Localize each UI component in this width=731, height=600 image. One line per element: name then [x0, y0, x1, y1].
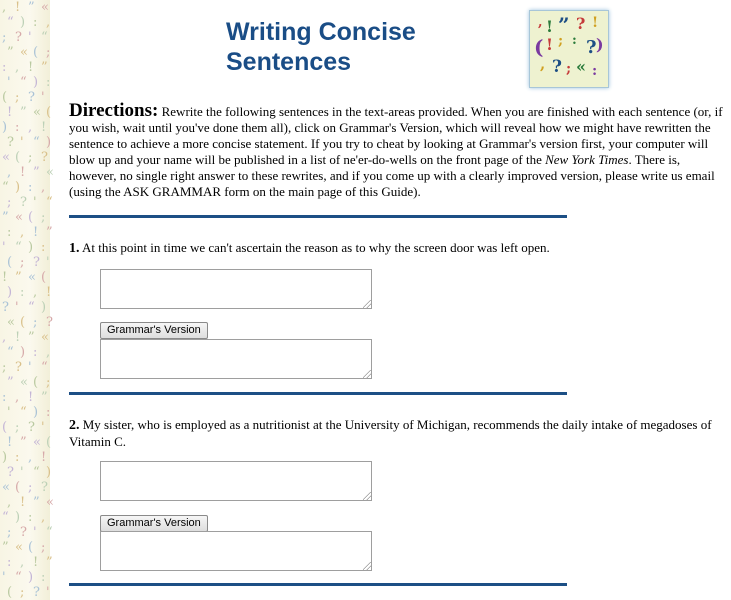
punctuation-pattern-glyph: !: [41, 450, 47, 465]
punctuation-pattern-glyph: ?: [28, 420, 35, 435]
punctuation-pattern-glyph: “: [7, 345, 14, 360]
punctuation-pattern-glyph: ;: [7, 525, 12, 540]
question-sentence: At this point in time we can't ascertain the reason as to why the screen door was left open.: [79, 240, 550, 255]
punctuation-pattern-glyph: (: [46, 435, 52, 450]
punctuation-pattern-glyph: (: [28, 210, 34, 225]
punctuation-pattern-glyph: ?: [2, 300, 9, 315]
punctuation-pattern-glyph: ,: [28, 450, 33, 465]
punctuation-pattern-glyph: ': [28, 360, 32, 375]
punctuation-pattern-glyph: :: [33, 15, 38, 30]
question-1: [69, 240, 731, 257]
punctuation-pattern-glyph: :: [46, 75, 51, 90]
punctuation-pattern-glyph: (: [7, 585, 13, 600]
punctuation-pattern-glyph: ': [33, 195, 37, 210]
punctuation-pattern-glyph: ): [46, 465, 52, 480]
punctuation-pattern-glyph: ,: [2, 0, 7, 15]
punctuation-pattern-glyph: ): [46, 135, 52, 150]
punctuation-pattern-glyph: ': [7, 75, 11, 90]
punctuation-pattern-glyph: !: [33, 225, 39, 240]
punctuation-pattern-glyph: (: [46, 105, 52, 120]
punctuation-pattern-glyph: ,: [15, 60, 20, 75]
punctuation-pattern-glyph: ;: [2, 360, 7, 375]
punctuation-pattern-glyph: ;: [7, 195, 12, 210]
punctuation-pattern-glyph: ': [20, 135, 24, 150]
punctuation-pattern-glyph: ': [2, 570, 6, 585]
punctuation-pattern-glyph: «: [46, 165, 54, 180]
punctuation-pattern-glyph: ): [28, 240, 34, 255]
punctuation-pattern-glyph: (: [33, 375, 39, 390]
punctuation-pattern-glyph: !: [7, 105, 13, 120]
punctuation-pattern-glyph: ,: [28, 120, 33, 135]
resize-grip-icon[interactable]: [363, 300, 371, 308]
punctuation-pattern-glyph: ,: [46, 15, 51, 30]
punctuation-pattern-glyph: :: [41, 240, 46, 255]
punctuation-pattern-glyph: ): [7, 285, 13, 300]
punctuation-pattern-glyph: ”: [20, 435, 27, 450]
punctuation-pattern-glyph: ,: [33, 285, 38, 300]
punctuation-pattern-glyph: ”: [28, 0, 35, 15]
punctuation-pattern-glyph: ): [28, 570, 34, 585]
punctuation-pattern-glyph: :: [41, 570, 46, 585]
punctuation-pattern-glyph: ): [33, 405, 39, 420]
punctuation-pattern-glyph: ”: [46, 555, 53, 570]
punctuation-pattern-glyph: ;: [33, 315, 38, 330]
punctuation-pattern-glyph: ;: [28, 480, 33, 495]
punctuation-pattern-glyph: (: [28, 540, 34, 555]
punctuation-pattern-glyph: ;: [15, 90, 20, 105]
resize-grip-icon[interactable]: [363, 492, 371, 500]
punctuation-pattern-glyph: :: [28, 180, 33, 195]
punctuation-pattern-glyph: ”: [15, 270, 22, 285]
punctuation-pattern-glyph: :: [28, 510, 33, 525]
punctuation-pattern-glyph: ): [33, 75, 39, 90]
punctuation-pattern-glyph: (: [41, 270, 47, 285]
punctuation-pattern-glyph: ': [46, 585, 50, 600]
punctuation-pattern-glyph: ): [41, 300, 47, 315]
resize-grip-icon[interactable]: [363, 370, 371, 378]
punctuation-pattern-glyph: ”: [41, 390, 48, 405]
punctuation-pattern-glyph: ': [46, 255, 50, 270]
punctuation-pattern-glyph: ': [41, 420, 45, 435]
punctuation-pattern-glyph: ?: [7, 135, 14, 150]
punctuation-pattern-glyph: ?: [15, 30, 22, 45]
punctuation-pattern-glyph: ?: [46, 315, 53, 330]
punctuation-pattern-glyph: “: [2, 180, 9, 195]
punctuation-pattern-glyph: ,: [20, 555, 25, 570]
punctuation-pattern-glyph: «: [33, 105, 41, 120]
textarea-resize-overlay: [100, 339, 372, 379]
punctuation-pattern-glyph: ?: [33, 585, 40, 600]
grammars-version-button-1[interactable]: Grammar's Version: [100, 322, 208, 339]
punctuation-pattern-glyph: !: [15, 0, 21, 15]
punctuation-pattern-glyph: “: [7, 15, 14, 30]
punctuation-pattern-glyph: «: [7, 315, 15, 330]
punctuation-pattern-glyph: ;: [20, 585, 25, 600]
textarea-resize-overlay: [100, 269, 372, 309]
section-divider: [69, 583, 567, 586]
grammars-version-button-2[interactable]: Grammar's Version: [100, 515, 208, 532]
punctuation-pattern-glyph: ”: [7, 375, 14, 390]
punctuation-pattern-glyph: ': [28, 30, 32, 45]
punctuation-pattern-glyph: «: [15, 210, 23, 225]
punctuation-pattern-glyph: «: [41, 330, 49, 345]
punctuation-pattern-glyph: ”: [33, 495, 40, 510]
punctuation-pattern-glyph: ”: [46, 225, 53, 240]
question-sentence: My sister, who is employed as a nutritionist at the University of Michigan, recommends the daily intake of megadoses of Vitamin C.: [69, 417, 712, 449]
punctuation-pattern-glyph: “: [46, 195, 53, 210]
punctuation-pattern-glyph: :: [33, 345, 38, 360]
directions-text-end: . There is, however, no single right answer to these rewrites, and if you come up with a clearly improved version, please write us email (using the ASK GRAMMAR form on the main page of this Guide).: [69, 152, 715, 199]
directions-paragraph: [69, 100, 729, 200]
punctuation-pattern-glyph: !: [28, 60, 34, 75]
section-divider: [69, 392, 567, 395]
textarea-resize-overlay: [100, 461, 372, 501]
punctuation-pattern-glyph: «: [46, 495, 54, 510]
punctuation-pattern-glyph: “: [20, 405, 27, 420]
punctuation-pattern-glyph: “: [2, 510, 9, 525]
punctuation-pattern-glyph: ': [2, 240, 6, 255]
punctuation-pattern-glyph: ': [7, 405, 11, 420]
punctuation-pattern-glyph: ;: [46, 45, 51, 60]
punctuation-pattern-glyph: ): [2, 450, 8, 465]
punctuation-pattern-glyph: ,: [7, 495, 12, 510]
punctuation-marks-logo: , ! ” ? ! ( ! ; : ? ) , ? ; « :: [529, 10, 609, 88]
punctuation-pattern-glyph: “: [46, 525, 53, 540]
punctuation-pattern-glyph: ,: [46, 345, 51, 360]
punctuation-pattern-glyph: “: [41, 30, 48, 45]
textarea-resize-overlay: [100, 531, 372, 571]
punctuation-pattern-glyph: ”: [20, 105, 27, 120]
punctuation-pattern-glyph: !: [2, 270, 8, 285]
newspaper-name: New York Times: [545, 152, 629, 167]
punctuation-pattern-glyph: “: [33, 135, 40, 150]
punctuation-pattern-glyph: «: [2, 480, 10, 495]
punctuation-pattern-glyph: ?: [15, 360, 22, 375]
punctuation-pattern-glyph: ,: [41, 510, 46, 525]
punctuation-pattern-glyph: :: [2, 390, 7, 405]
punctuation-pattern-glyph: ”: [2, 540, 9, 555]
punctuation-pattern-glyph: ?: [41, 480, 48, 495]
resize-grip-icon[interactable]: [363, 562, 371, 570]
punctuation-pattern-glyph: ?: [33, 255, 40, 270]
punctuation-pattern-glyph: ;: [28, 150, 33, 165]
punctuation-pattern-glyph: “: [41, 360, 48, 375]
punctuation-pattern-glyph: ”: [28, 330, 35, 345]
punctuation-pattern-glyph: ': [33, 525, 37, 540]
punctuation-pattern-glyph: ”: [2, 210, 9, 225]
page-title: Writing Concise Sentences: [226, 18, 416, 76]
punctuation-pattern-glyph: “: [15, 240, 22, 255]
punctuation-pattern-glyph: ;: [41, 540, 46, 555]
question-2: [69, 417, 731, 450]
punctuation-pattern-glyph: !: [46, 285, 52, 300]
punctuation-pattern-glyph: «: [20, 375, 28, 390]
punctuation-pattern-glyph: (: [15, 480, 21, 495]
punctuation-pattern-glyph: !: [33, 555, 39, 570]
punctuation-pattern-glyph: ;: [20, 255, 25, 270]
question-number: 2.: [69, 418, 80, 433]
punctuation-pattern-glyph: !: [41, 120, 47, 135]
punctuation-pattern-glyph: :: [15, 450, 20, 465]
punctuation-pattern-glyph: ': [15, 300, 19, 315]
punctuation-pattern-glyph: !: [20, 165, 26, 180]
punctuation-pattern-glyph: ”: [33, 165, 40, 180]
punctuation-pattern-glyph: ,: [7, 165, 12, 180]
section-divider: [69, 215, 567, 218]
punctuation-pattern-glyph: (: [15, 150, 21, 165]
punctuation-pattern-glyph: ): [20, 345, 26, 360]
punctuation-pattern-glyph: ”: [41, 60, 48, 75]
punctuation-pattern-glyph: ): [15, 180, 21, 195]
punctuation-pattern-glyph: ): [15, 510, 21, 525]
punctuation-pattern-glyph: «: [2, 150, 10, 165]
punctuation-pattern-glyph: ): [20, 15, 26, 30]
punctuation-pattern-glyph: ,: [20, 225, 25, 240]
punctuation-pattern-glyph: ): [2, 120, 8, 135]
punctuation-pattern-glyph: (: [20, 315, 26, 330]
question-number: 1.: [69, 241, 80, 256]
punctuation-pattern-glyph: !: [15, 330, 21, 345]
directions-heading: Directions:: [69, 100, 159, 121]
punctuation-pattern-glyph: “: [20, 75, 27, 90]
punctuation-pattern-glyph: «: [20, 45, 28, 60]
punctuation-pattern-glyph: “: [33, 465, 40, 480]
punctuation-pattern-glyph: ;: [41, 210, 46, 225]
punctuation-pattern-glyph: :: [7, 555, 12, 570]
punctuation-pattern-glyph: (: [2, 420, 8, 435]
punctuation-pattern-glyph: :: [2, 60, 7, 75]
punctuation-pattern-glyph: «: [33, 435, 41, 450]
punctuation-pattern-glyph: ;: [15, 420, 20, 435]
punctuation-pattern-glyph: ;: [2, 30, 7, 45]
punctuation-pattern-glyph: ?: [7, 465, 14, 480]
punctuation-pattern-glyph: ': [41, 90, 45, 105]
punctuation-pattern-glyph: (: [33, 45, 39, 60]
punctuation-pattern-glyph: ': [20, 465, 24, 480]
punctuation-pattern-glyph: :: [15, 120, 20, 135]
punctuation-pattern-glyph: ;: [46, 375, 51, 390]
punctuation-pattern-glyph: :: [46, 405, 51, 420]
punctuation-pattern-glyph: ,: [15, 390, 20, 405]
punctuation-pattern-glyph: ”: [7, 45, 14, 60]
punctuation-pattern-glyph: (: [7, 255, 13, 270]
punctuation-background-strip: [0, 0, 54, 600]
punctuation-pattern-glyph: ?: [28, 90, 35, 105]
punctuation-pattern-glyph: :: [20, 285, 25, 300]
punctuation-pattern-glyph: «: [15, 540, 23, 555]
punctuation-pattern-glyph: :: [7, 225, 12, 240]
punctuation-pattern-glyph: “: [15, 570, 22, 585]
punctuation-pattern-glyph: ,: [41, 180, 46, 195]
punctuation-pattern-glyph: !: [7, 435, 13, 450]
punctuation-pattern-glyph: !: [28, 390, 34, 405]
directions-text-start: Rewrite the following sentences in the text-areas provided. When you are finished with each sentence (or, if you wish, wait until you've done them all), click on Grammar's Version, which will reveal how we might have rewritten the sentence to achieve a more concise statement. If you try to cheat by looking at Grammar's version first, your computer will blow up and your name will be published in a list of ne'er-do-wells on the front page of the: [69, 104, 723, 167]
punctuation-pattern-glyph: (: [2, 90, 8, 105]
punctuation-pattern-glyph: ,: [2, 330, 7, 345]
punctuation-pattern-glyph: «: [28, 270, 36, 285]
punctuation-pattern-glyph: !: [20, 495, 26, 510]
punctuation-pattern-glyph: ?: [20, 525, 27, 540]
punctuation-pattern-glyph: “: [28, 300, 35, 315]
punctuation-pattern-glyph: ?: [41, 150, 48, 165]
punctuation-pattern-glyph: «: [41, 0, 49, 15]
punctuation-pattern-glyph: ?: [20, 195, 27, 210]
